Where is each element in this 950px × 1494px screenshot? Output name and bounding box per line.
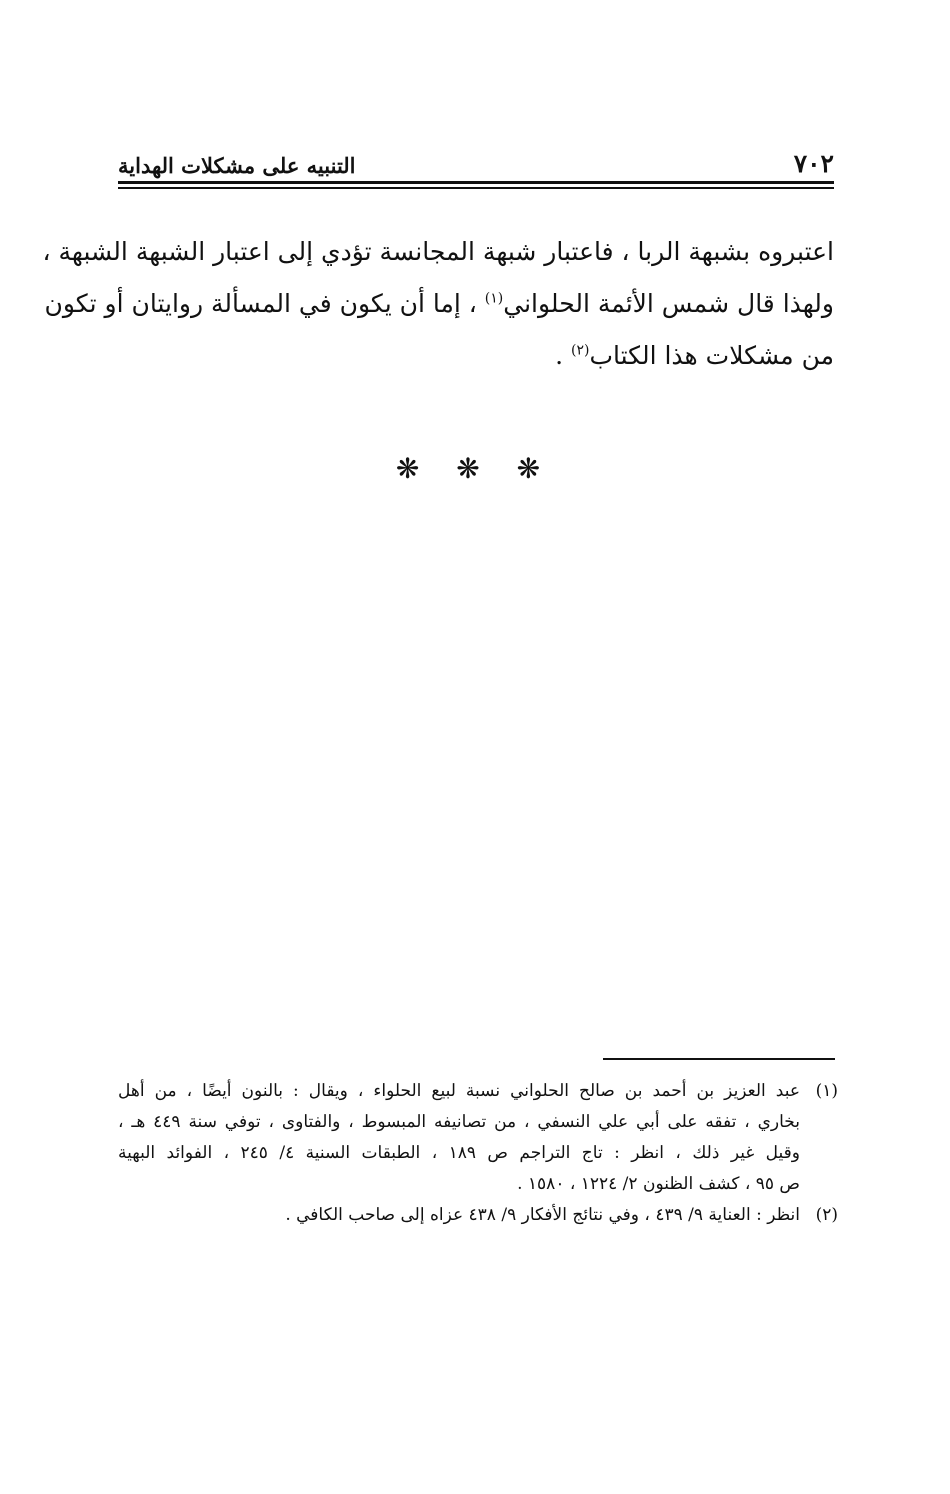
footnote-2	[118, 1200, 838, 1231]
footnote-ref-1[interactable]: (١)	[484, 290, 504, 307]
footnote-line: ص ٩٥ ، كشف الظنون ٢/ ١٢٢٤ ، ١٥٨٠ .	[517, 1174, 800, 1194]
footnote-line: بخاري ، تفقه على أبي علي النسفي ، من تصانيفه المبسوط ، والفتاوى ، توفي سنة ٤٤٩ هـ ،	[118, 1112, 800, 1132]
main-text	[42, 226, 834, 382]
footnote-line: انظر : العناية ٩/ ٤٣٩ ، وفي نتائج الأفكار ٩/ ٤٣٨ عزاه إلى صاحب الكافي .	[285, 1205, 800, 1225]
text-line	[118, 330, 834, 382]
text-line-2-start: ولهذا قال شمس الأئمة الحلواني	[503, 289, 834, 318]
footnote-ref-2[interactable]: (٢)	[571, 342, 590, 359]
text-line-3-start: من مشكلات هذا الكتاب	[589, 341, 834, 370]
header-rule-thin	[118, 187, 834, 189]
text-line-2-end: ، إما أن يكون في المسألة روايتان أو تكون	[44, 289, 485, 318]
text-line-1: اعتبروه بشبهة الربا ، فاعتبار شبهة المجانسة تؤدي إلى اعتبار الشبهة الشبهة ،	[42, 237, 834, 266]
footnote-body	[118, 1076, 800, 1200]
running-head	[118, 140, 834, 176]
text-line-3-end: .	[555, 341, 571, 370]
footnote-line: وقيل غير ذلك ، انظر : تاج التراجم ص ١٨٩ ، الطبقات السنية ٤/ ٢٤٥ ، الفوائد البهية	[118, 1143, 800, 1163]
footnote-number: (٢)	[815, 1205, 838, 1225]
page-number: ٧٠٢	[793, 149, 834, 178]
text-line	[44, 278, 834, 330]
footnote-line: عبد العزيز بن أحمد بن صالح الحلواني نسبة لبيع الحلواء ، ويقال : بالنون أيضًا ، من أهل	[118, 1081, 800, 1101]
running-head-title: التنبيه على مشكلات الهداية	[118, 153, 356, 178]
text-line	[42, 226, 834, 278]
footnote-number: (١)	[815, 1081, 838, 1101]
footnotes	[118, 1076, 838, 1231]
section-separator: ❋ ❋ ❋	[395, 452, 555, 485]
header-rule-thick	[118, 181, 834, 184]
footnote-rule	[603, 1058, 835, 1060]
footnote-body	[118, 1200, 800, 1231]
footnote-1	[118, 1076, 838, 1200]
